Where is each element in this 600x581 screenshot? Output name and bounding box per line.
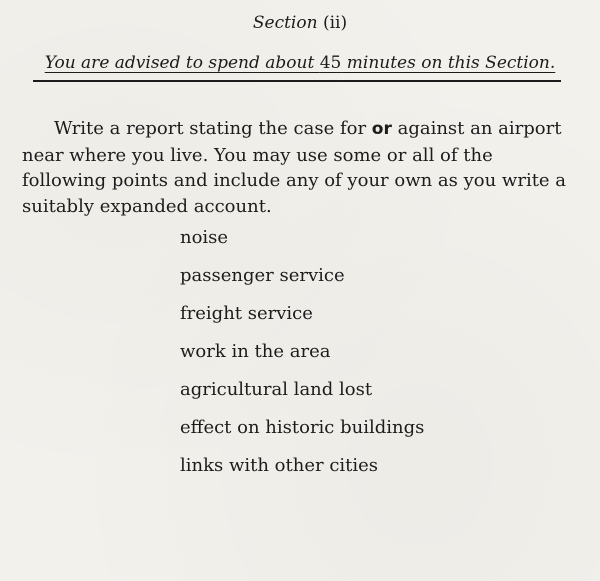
point-item: links with other cities [180, 455, 379, 476]
point-item: agricultural land lost [180, 379, 373, 400]
instruction-part2: against an airport near where you live. You may use some or all of the following points and include any of your own as you write a suitably expanded account. [22, 118, 567, 217]
instruction-paragraph [22, 116, 577, 219]
heading-rule [33, 80, 561, 82]
advice-minutes: 45 [319, 53, 342, 73]
time-advice [0, 52, 600, 74]
section-heading [0, 12, 600, 34]
point-item: freight service [180, 303, 313, 324]
advice-prefix: You are advised to spend about [44, 53, 320, 73]
points-list [180, 225, 424, 491]
point-item: passenger service [180, 265, 345, 286]
advice-suffix: minutes on this Section. [341, 53, 556, 73]
point-item: effect on historic buildings [180, 417, 425, 438]
section-word: Section [252, 13, 318, 33]
point-item: noise [180, 227, 229, 248]
point-item: work in the area [180, 341, 331, 362]
section-number: (ii) [322, 13, 348, 33]
time-advice-text [45, 53, 556, 75]
instruction-emphasis: or [371, 119, 392, 139]
instruction-part1: Write a report stating the case for [54, 118, 372, 139]
